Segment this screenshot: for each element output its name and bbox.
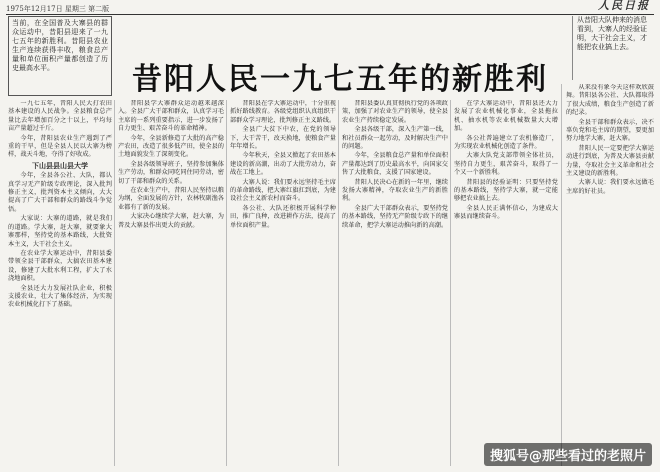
side-note: 从昔阳大队伸来的消息看到，大寨人的经验证明，大干社会主义，才能把农业搞上去。 [572,16,654,80]
article-paragraph: 全县各级干部，深入生产第一线，和社员群众一起劳动，及时解决生产中的问题。 [342,126,448,151]
article-column-5 [454,100,558,466]
article-paragraph: 全县还大力发展社队企业，积极支援农业，壮大了集体经济，为实现农业机械化打下了基础。 [8,284,112,309]
article-column-6 [566,84,654,466]
article-paragraph: 大寨人说：我们要永远坚持毛主席的革命路线，把大寨红旗扛到底，为建设社会主义新农村而奋斗。 [230,178,336,203]
article-column-3 [230,100,336,466]
article-paragraph: 全县干部和群众表示，决不辜负党和毛主席的期望，要更加努力地学大寨，赶大寨。 [566,118,654,143]
column-divider [561,84,562,466]
article-paragraph: 一九七五年，昔阳人民大打农田基本建设的人民战争。全县粮食总产量比去年增加百分之十以上，平均每亩产量超过千斤。 [8,100,112,133]
article-paragraph: 全县广大贫下中农，在党的领导下，大干苦干，改天换地，使粮食产量年年增长。 [230,126,336,151]
article-paragraph: 今年，全县新修造了大批的高产稳产农田，改造了很多低产田，使全县的土地面貌发生了深刻变化。 [118,134,224,159]
column-divider [338,100,339,466]
column-divider [450,100,451,466]
lead-box: 当前，在全国普及大寨县的群众运动中，昔阳县迎来了一九七五年的新胜利。昔阳县农业生产连续获得丰收，粮食总产量和单位面积产量都创造了历史最高水平。 [8,16,112,96]
article-paragraph: 昔阳人民决心在新的一年里，继续发扬大寨精神，夺取农业生产的新胜利。 [342,178,448,203]
article-paragraph: 昔阳县的经验证明：只要坚持党的基本路线，坚持学大寨，就一定能够把农业搞上去。 [454,178,558,203]
article-paragraph: 今年，全县粮食总产量和单位面积产量都达到了历史最高水平，向国家交售了大批粮食，支援了国家建设。 [342,152,448,177]
article-paragraph: 昔阳县在学大寨运动中，十分重视抓好路线教育。各级党组织认真组织干部群众学习理论，批判修正主义路线。 [230,100,336,124]
article-paragraph: 昔阳县委认真贯彻执行党的各项政策，加强了对农业生产的领导，使全县农业生产持续稳定发展。 [342,100,448,124]
article-paragraph: 各公社普遍建立了农机修造厂，为实现农业机械化创造了条件。 [454,134,558,151]
article-paragraph: 大寨大队党支部带领全体社员，坚持自力更生，艰苦奋斗，取得了一个又一个新胜利。 [454,152,558,177]
section-subheading: 下山县县山县大学 [32,160,88,170]
article-paragraph: 在农业生产中，昔阳人民坚持以粮为纲，全面发展的方针，农林牧副渔各业都有了新的发展。 [118,187,224,211]
column-divider [114,100,115,466]
article-paragraph: 大寨人说：我们要永远做毛主席的好社员。 [566,179,654,195]
article-paragraph: 昔阳人民一定要把学大寨运动进行到底，为普及大寨县贡献力量，夺取社会主义革命和社会主义建设的新胜利。 [566,144,654,178]
article-paragraph: 全县人民正满怀信心，为建成大寨县而继续奋斗。 [454,204,558,221]
article-paragraph: 今年，全县各公社、大队，都认真学习无产阶级专政理论，深入批判修正主义，批判资本主义倾向，大大提高了广大干部和群众的路线斗争觉悟。 [8,172,112,213]
article-paragraph: 在学大寨运动中，昔阳县还大力发展了农业机械化事业，全县拖拉机、抽水机等农业机械数量大大增加。 [454,100,558,133]
article-paragraph: 今年秋天，全县又掀起了农田基本建设的新高潮，出动了大批劳动力，奋战在工地上。 [230,152,336,177]
article-paragraph: 各公社、大队还积极开展科学种田，推广良种，改进耕作方法，提高了单位面积产量。 [230,204,336,229]
article-column-4 [342,100,448,466]
article-paragraph: 大家说：大寨的道路，就是我们的道路。学大寨，赶大寨，就要象大寨那样，坚持党的基本路线，大批资本主义，大干社会主义。 [8,215,112,248]
source-watermark: 搜狐号@那些看过的老照片 [484,443,652,466]
article-paragraph: 全县各级领导班子，坚持参加集体生产劳动，和群众同吃同住同劳动，密切了干部和群众的关系。 [118,160,224,185]
article-paragraph: 在农业学大寨运动中，昔阳县委带领全县干部群众，大搞农田基本建设，修建了大批水利工程，扩大了水浇地面积。 [8,249,112,283]
article-paragraph: 今年，昔阳县农业生产遇到了严重的干旱，但是全县人民以大寨为榜样，战天斗地，夺得了好收成。 [8,134,112,159]
issue-date: 1975年12月17日 星期三 第二版 [6,5,110,13]
article-paragraph: 大家决心继续学大寨，赶大寨，为普及大寨县作出更大的贡献。 [118,213,224,229]
article-column-1 [8,100,112,466]
page-headline: 昔阳人民一九七五年的新胜利 [132,62,548,97]
paper-title: 人民日报 [598,0,650,12]
masthead [6,0,654,15]
column-divider [226,100,227,466]
article-paragraph: 全县广大干部群众表示，要坚持党的基本路线，坚持无产阶级专政下的继续革命，把学大寨运动推向新的高潮。 [342,204,448,229]
article-paragraph: 从来没有象今天这样欢欣鼓舞。昔阳县各公社、大队都取得了很大成绩，粮食生产创造了新的纪录。 [566,84,654,117]
article-paragraph: 昔阳县学大寨群众运动越来越深入。全县广大干部和群众，认真学习毛主席的一系列重要指示，进一步发扬了自力更生、艰苦奋斗的革命精神。 [118,100,224,133]
article-column-2 [118,100,224,466]
